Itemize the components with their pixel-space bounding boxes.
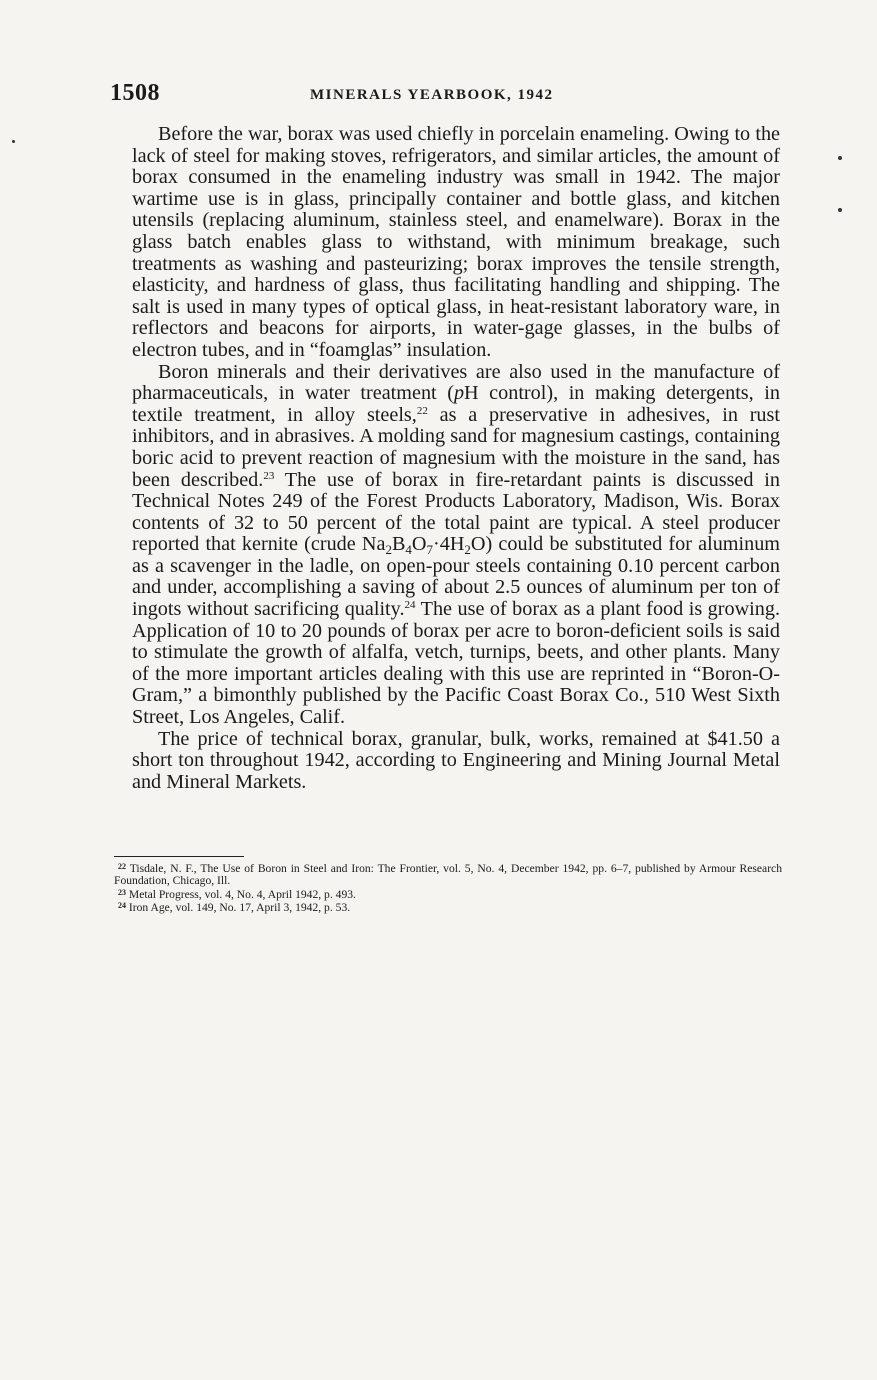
body-text bbox=[132, 124, 780, 793]
text-run: O) could be substituted for aluminum as a scavenger in the ladle, on open-pour steels containing 0.10 percent carbon and under, accomplishing a saving of about 2.5 ounces of aluminum per ton of ingots without sacrificing quality. bbox=[132, 533, 780, 621]
text-run: The use of borax as a plant food is growing. Application of 10 to 20 pounds of borax per acre to boron-deficient soils is said to stimulate the growth of alfalfa, vetch, turnips, beets, and other plants. Many of the more important articles dealing with this use are reprinted in “Boron-O-Gram,” a bimonthly published by the Pacific Coast Borax Co., 510 West Sixth Street, Los Angeles, Calif. bbox=[132, 598, 780, 729]
text-run: The price of technical borax, granular, bulk, works, remained at $41.50 a short ton throughout 1942, according to Engineering and Mining Journal Metal and Mineral Markets. bbox=[132, 727, 780, 793]
text-run: as a preservative in adhesives, in rust inhibitors, and in abrasives. A molding sand for magnesium castings, containing boric acid to prevent reaction of magnesium with the moisture in the sand, has been described. bbox=[132, 403, 780, 491]
scan-speck bbox=[12, 140, 15, 143]
footnote-text: Tisdale, N. F., The Use of Boron in Steel and Iron: The Frontier, vol. 5, No. 4, December 1942, pp. 6–7, published by Armour Research Foundation, Chicago, Ill. bbox=[114, 862, 782, 887]
page-number: 1508 bbox=[110, 80, 160, 106]
scan-speck bbox=[838, 208, 842, 212]
text-run: H control), in making detergents, in textile treatment, in alloy steels, bbox=[132, 382, 780, 426]
footnote bbox=[114, 900, 782, 914]
footnote bbox=[114, 861, 782, 887]
footnote-reference: 23 bbox=[263, 469, 275, 482]
footnote-text: Metal Progress, vol. 4, No. 4, April 1942, p. 493. bbox=[128, 887, 356, 901]
text-run: Boron minerals and their derivatives are also used in the manufacture of pharmaceuticals, in water treatment ( bbox=[132, 360, 780, 405]
page-header bbox=[110, 80, 780, 110]
subscript: 4 bbox=[405, 542, 412, 558]
scan-speck bbox=[838, 156, 842, 160]
footnotes bbox=[114, 861, 782, 914]
footnote-text: Iron Age, vol. 149, No. 17, April 3, 1942, p. 53. bbox=[128, 901, 351, 915]
footnote-reference: 24 bbox=[404, 599, 416, 612]
paragraph bbox=[132, 729, 780, 794]
paragraph bbox=[132, 124, 780, 362]
footnote-reference: 22 bbox=[416, 404, 428, 417]
subscript: 2 bbox=[464, 542, 471, 558]
paragraph bbox=[132, 362, 780, 729]
italic-text: p bbox=[453, 382, 465, 405]
text-run: ·4H bbox=[433, 533, 465, 556]
footnote-mark: 23 bbox=[118, 887, 126, 897]
text-run: The use of borax in fire-retardant paints is discussed in Technical Notes 249 of the Forest Products Laboratory, Madison, Wis. Borax contents of 32 to 50 percent of the total paint are typical. A steel producer reported that kernite (crude Na bbox=[132, 468, 780, 556]
subscript: 2 bbox=[385, 542, 392, 558]
text-run: B bbox=[391, 533, 406, 556]
text-run: Before the war, borax was used chiefly in porcelain enameling. Owing to the lack of steel for making stoves, refrigerators, and similar articles, the amount of borax consumed in the enameling industry was small in 1942. The major wartime use is in glass, principally container and bottle glass, and kitchen utensils (replacing aluminum, stainless steel, and enamelware). Borax in the glass batch enables glass to withstand, with minimum breakage, such treatments as washing and pasteurizing; borax improves the tensile strength, elasticity, and hardness of glass, thus facilitating handling and shipping. The salt is used in many types of optical glass, in heat-resistant laboratory ware, in reflectors and beacons for airports, in water-gage glasses, in the bulbs of electron tubes, and in “foamglas” insulation. bbox=[132, 123, 780, 361]
footnote-divider bbox=[114, 856, 244, 857]
footnote-mark: 24 bbox=[118, 901, 126, 911]
footnote-mark: 22 bbox=[118, 862, 126, 871]
footnote bbox=[114, 887, 782, 901]
text-run: O bbox=[411, 533, 427, 556]
running-title: MINERALS YEARBOOK, 1942 bbox=[310, 87, 554, 103]
subscript: 7 bbox=[426, 542, 434, 558]
